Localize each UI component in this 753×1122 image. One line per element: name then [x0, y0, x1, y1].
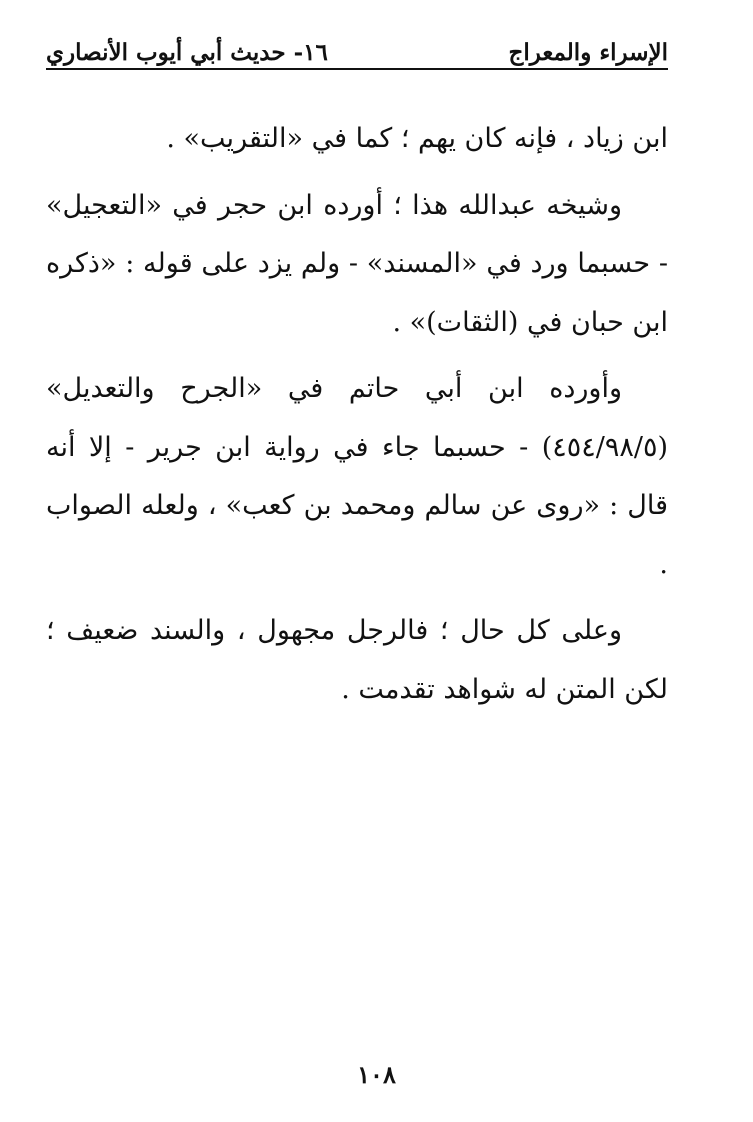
paragraph-continuation: ابن زياد ، فإنه كان يهم ؛ كما في «التقريب» . — [166, 123, 668, 154]
paragraph-conclusion: وعلى كل حال ؛ فالرجل مجهول ، والسند ضعيف ؛ لكن المتن له شواهد تقدمت . — [46, 615, 668, 705]
page-number: ١٠٨ — [357, 1060, 396, 1089]
running-header — [46, 30, 668, 70]
paragraph-ibn-abi-hatim: وأورده ابن أبي حاتم في «الجرح والتعديل» (٤٥٤/٩٨/٥) - حسبما جاء في رواية ابن جرير - إلا أنه قال : «روى عن سالم ومحمد بن كعب» ، ولعله الصواب . — [46, 373, 668, 580]
paragraph-shaykh: وشيخه عبدالله هذا ؛ أورده ابن حجر في «التعجيل» - حسبما ورد في «المسند» - ولم يزد على قوله : «ذكره ابن حبان في (الثقات)» . — [46, 189, 668, 338]
book-title: الإسراء والمعراج — [508, 39, 668, 66]
body-text — [46, 110, 668, 727]
section-title: ١٦- حديث أبي أيوب الأنصاري — [46, 39, 328, 66]
